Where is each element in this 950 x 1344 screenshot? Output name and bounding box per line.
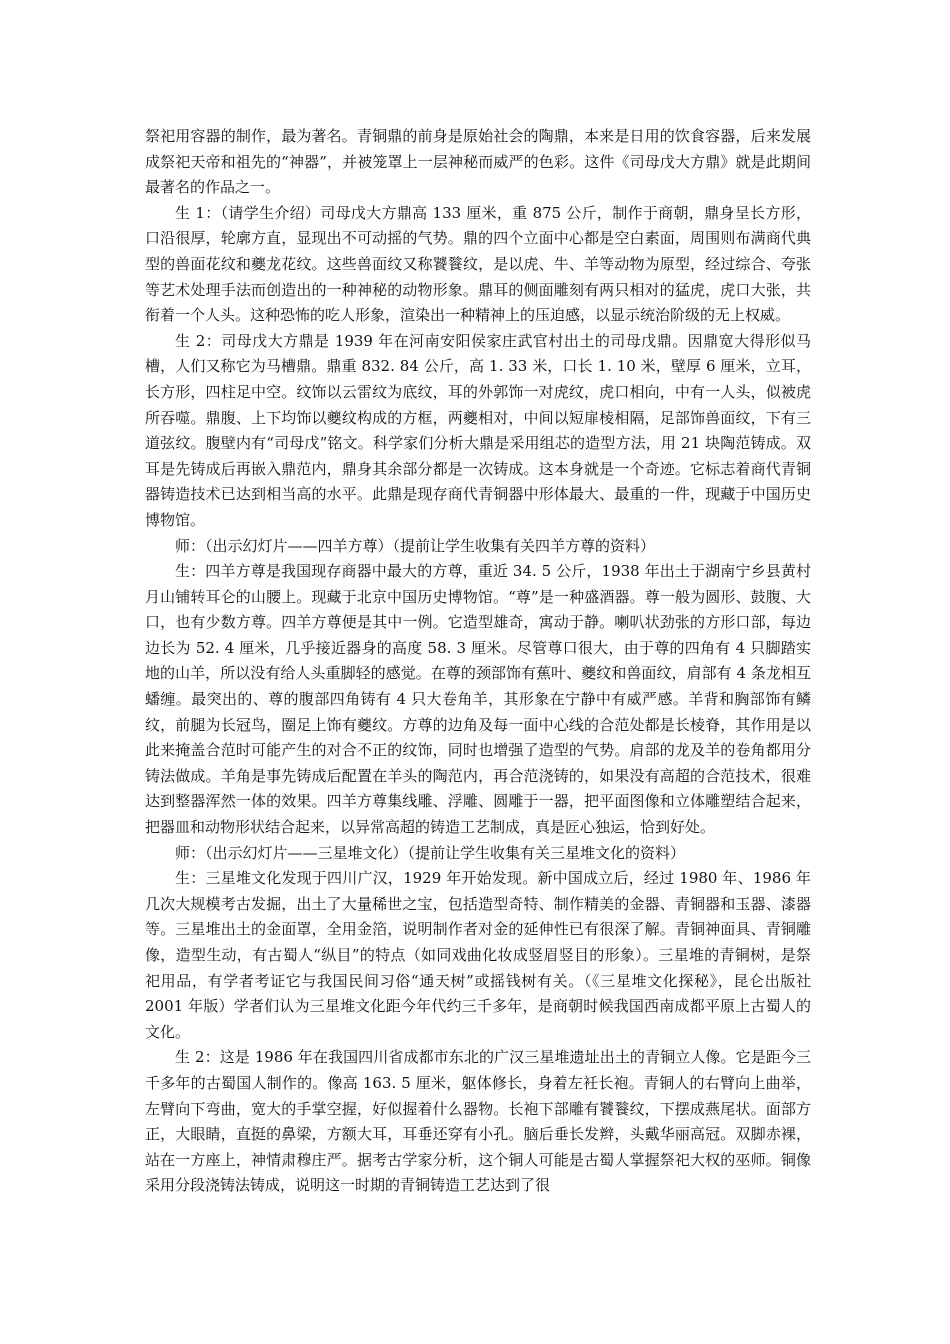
paragraph-student2-ding: 生 2：司母戊大方鼎是 1939 年在河南安阳侯家庄武官村出土的司母戊鼎。因鼎宽大得形似马槽，人们又称它为马槽鼎。鼎重 832. 84 公斤，高 1. 33 米，口长 1. 10 米，壁厚 6 厘米，立耳，长方形，四柱足中空。纹饰以云雷纹为底纹，耳的外郭饰一对虎纹，虎口相向，中有一人头，似被虎所吞噬。鼎腹、上下均饰以夔纹构成的方框，两夔相对，中间以短扉棱相隔，足部饰兽面纹，下有三道弦纹。腹壁内有“司母戊”铭文。科学家们分析大鼎是采用组芯的造型方法，用 21 块陶范铸成。双耳是先铸成后再嵌入鼎范内，鼎身其余部分都是一次铸成。这本身就是一个奇迹。它标志着商代青铜器铸造技术已达到相当高的水平。此鼎是现存商代青铜器中形体最大、最重的一件，现藏于中国历史博物馆。: [145, 331, 811, 529]
document-body: [145, 124, 811, 1199]
paragraph-student-sanxingdui: 生：三星堆文化发现于四川广汉，1929 年开始发现。新中国成立后，经过 1980 年、1986 年几次大规模考古发掘，出土了大量稀世之宝，包括造型奇特、制作精美的金器、青铜器和玉器、漆器等。三星堆出土的金面罩，全用金箔，说明制作者对金的延伸性已有很深了解。青铜神面具、青铜雕像，造型生动，有古蜀人“纵目”的特点（如同戏曲化妆成竖眉竖目的形象）。三星堆的青铜树，是祭祀用品，有学者考证它与我国民间习俗“通天树”或摇钱树有关。（《三星堆文化探秘》，昆仑出版社 2001 年版）学者们认为三星堆文化距今年代约三千多年，是商朝时候我国西南成都平原上古蜀人的文化。: [145, 869, 811, 1041]
paragraph-student2-bronze-figure: 生 2：这是 1986 年在我国四川省成都市东北的广汉三星堆遗址出土的青铜立人像。它是距今三千多年的古蜀国人制作的。像高 163. 5 厘米，躯体修长，身着左衽长袍。青铜人的右臂向上曲举，左臂向下弯曲，宽大的手掌空握，好似握着什么器物。长袍下部雕有饕餮纹，下摆成燕尾状。面部方正，大眼睛，直挺的鼻梁，方额大耳，耳垂还穿有小孔。脑后垂长发辫，头戴华丽高冠。双脚赤裸，站在一方座上，神情肃穆庄严。据考古学家分析，这个铜人可能是古蜀人掌握祭祀大权的巫师。铜像采用分段浇铸法铸成，说明这一时期的青铜铸造工艺达到了很: [145, 1048, 811, 1195]
paragraph-student1-ding: 生 1：（请学生介绍）司母戊大方鼎高 133 厘米，重 875 公斤，制作于商朝，鼎身呈长方形，口沿很厚，轮廓方直，显现出不可动摇的气势。鼎的四个立面中心都是空白素面，周围则布满商代典型的兽面花纹和夔龙花纹。这些兽面纹又称饕餮纹，是以虎、牛、羊等动物为原型，经过综合、夸张等艺术处理手法而创造出的一种神秘的动物形象。鼎耳的侧面雕刻有两只相对的猛虎，虎口大张，共衔着一个人头。这种恐怖的吃人形象，渲染出一种精神上的压迫感，以显示统治阶级的无上权威。: [145, 203, 811, 325]
paragraph-continuation: 祭祀用容器的制作，最为著名。青铜鼎的前身是原始社会的陶鼎，本来是日用的饮食容器，后来发展成祭祀天帝和祖先的“神器”，并被笼罩上一层神秘而威严的色彩。这件《司母戊大方鼎》就是此期间最著名的作品之一。: [145, 127, 811, 197]
paragraph-teacher-siyang: 师：（出示幻灯片——四羊方尊）（提前让学生收集有关四羊方尊的资料）: [175, 536, 656, 555]
paragraph-student-siyang: 生：四羊方尊是我国现存商器中最大的方尊，重近 34. 5 公斤，1938 年出土于湖南宁乡县黄村月山铺转耳仑的山腰上。现藏于北京中国历史博物馆。“尊”是一种盛酒器。尊一般为圆形、鼓腹、大口，也有少数方尊。四羊方尊便是其中一例。它造型雄奇，寓动于静。喇叭状劲张的方形口部，每边边长为 52. 4 厘米，几乎接近器身的高度 58. 3 厘米。尽管尊口很大，由于尊的四角有 4 只脚踏实地的山羊，所以没有给人头重脚轻的感觉。在尊的颈部饰有蕉叶、夔纹和兽面纹，肩部有 4 条龙相互蟠缠。最突出的、尊的腹部四角铸有 4 只大卷角羊，其形象在宁静中有威严感。羊背和胸部饰有鳞纹，前腿为长冠鸟，圈足上饰有夔纹。方尊的边角及每一面中心线的合范处都是长棱脊，其作用是以此来掩盖合范时可能产生的对合不正的纹饰，同时也增强了造型的气势。肩部的龙及羊的卷角都用分铸法做成。羊角是事先铸成后配置在羊头的陶范内，再合范浇铸的，如果没有高超的合范技术，很难达到整器浑然一体的效果。四羊方尊集线雕、浮雕、圆雕于一器，把平面图像和立体雕塑结合起来，把器皿和动物形状结合起来，以异常高超的铸造工艺制成，真是匠心独运，恰到好处。: [145, 562, 811, 837]
paragraph-teacher-sanxingdui: 师：（出示幻灯片——三星堆文化）（提前让学生收集有关三星堆文化的资料）: [175, 843, 686, 862]
